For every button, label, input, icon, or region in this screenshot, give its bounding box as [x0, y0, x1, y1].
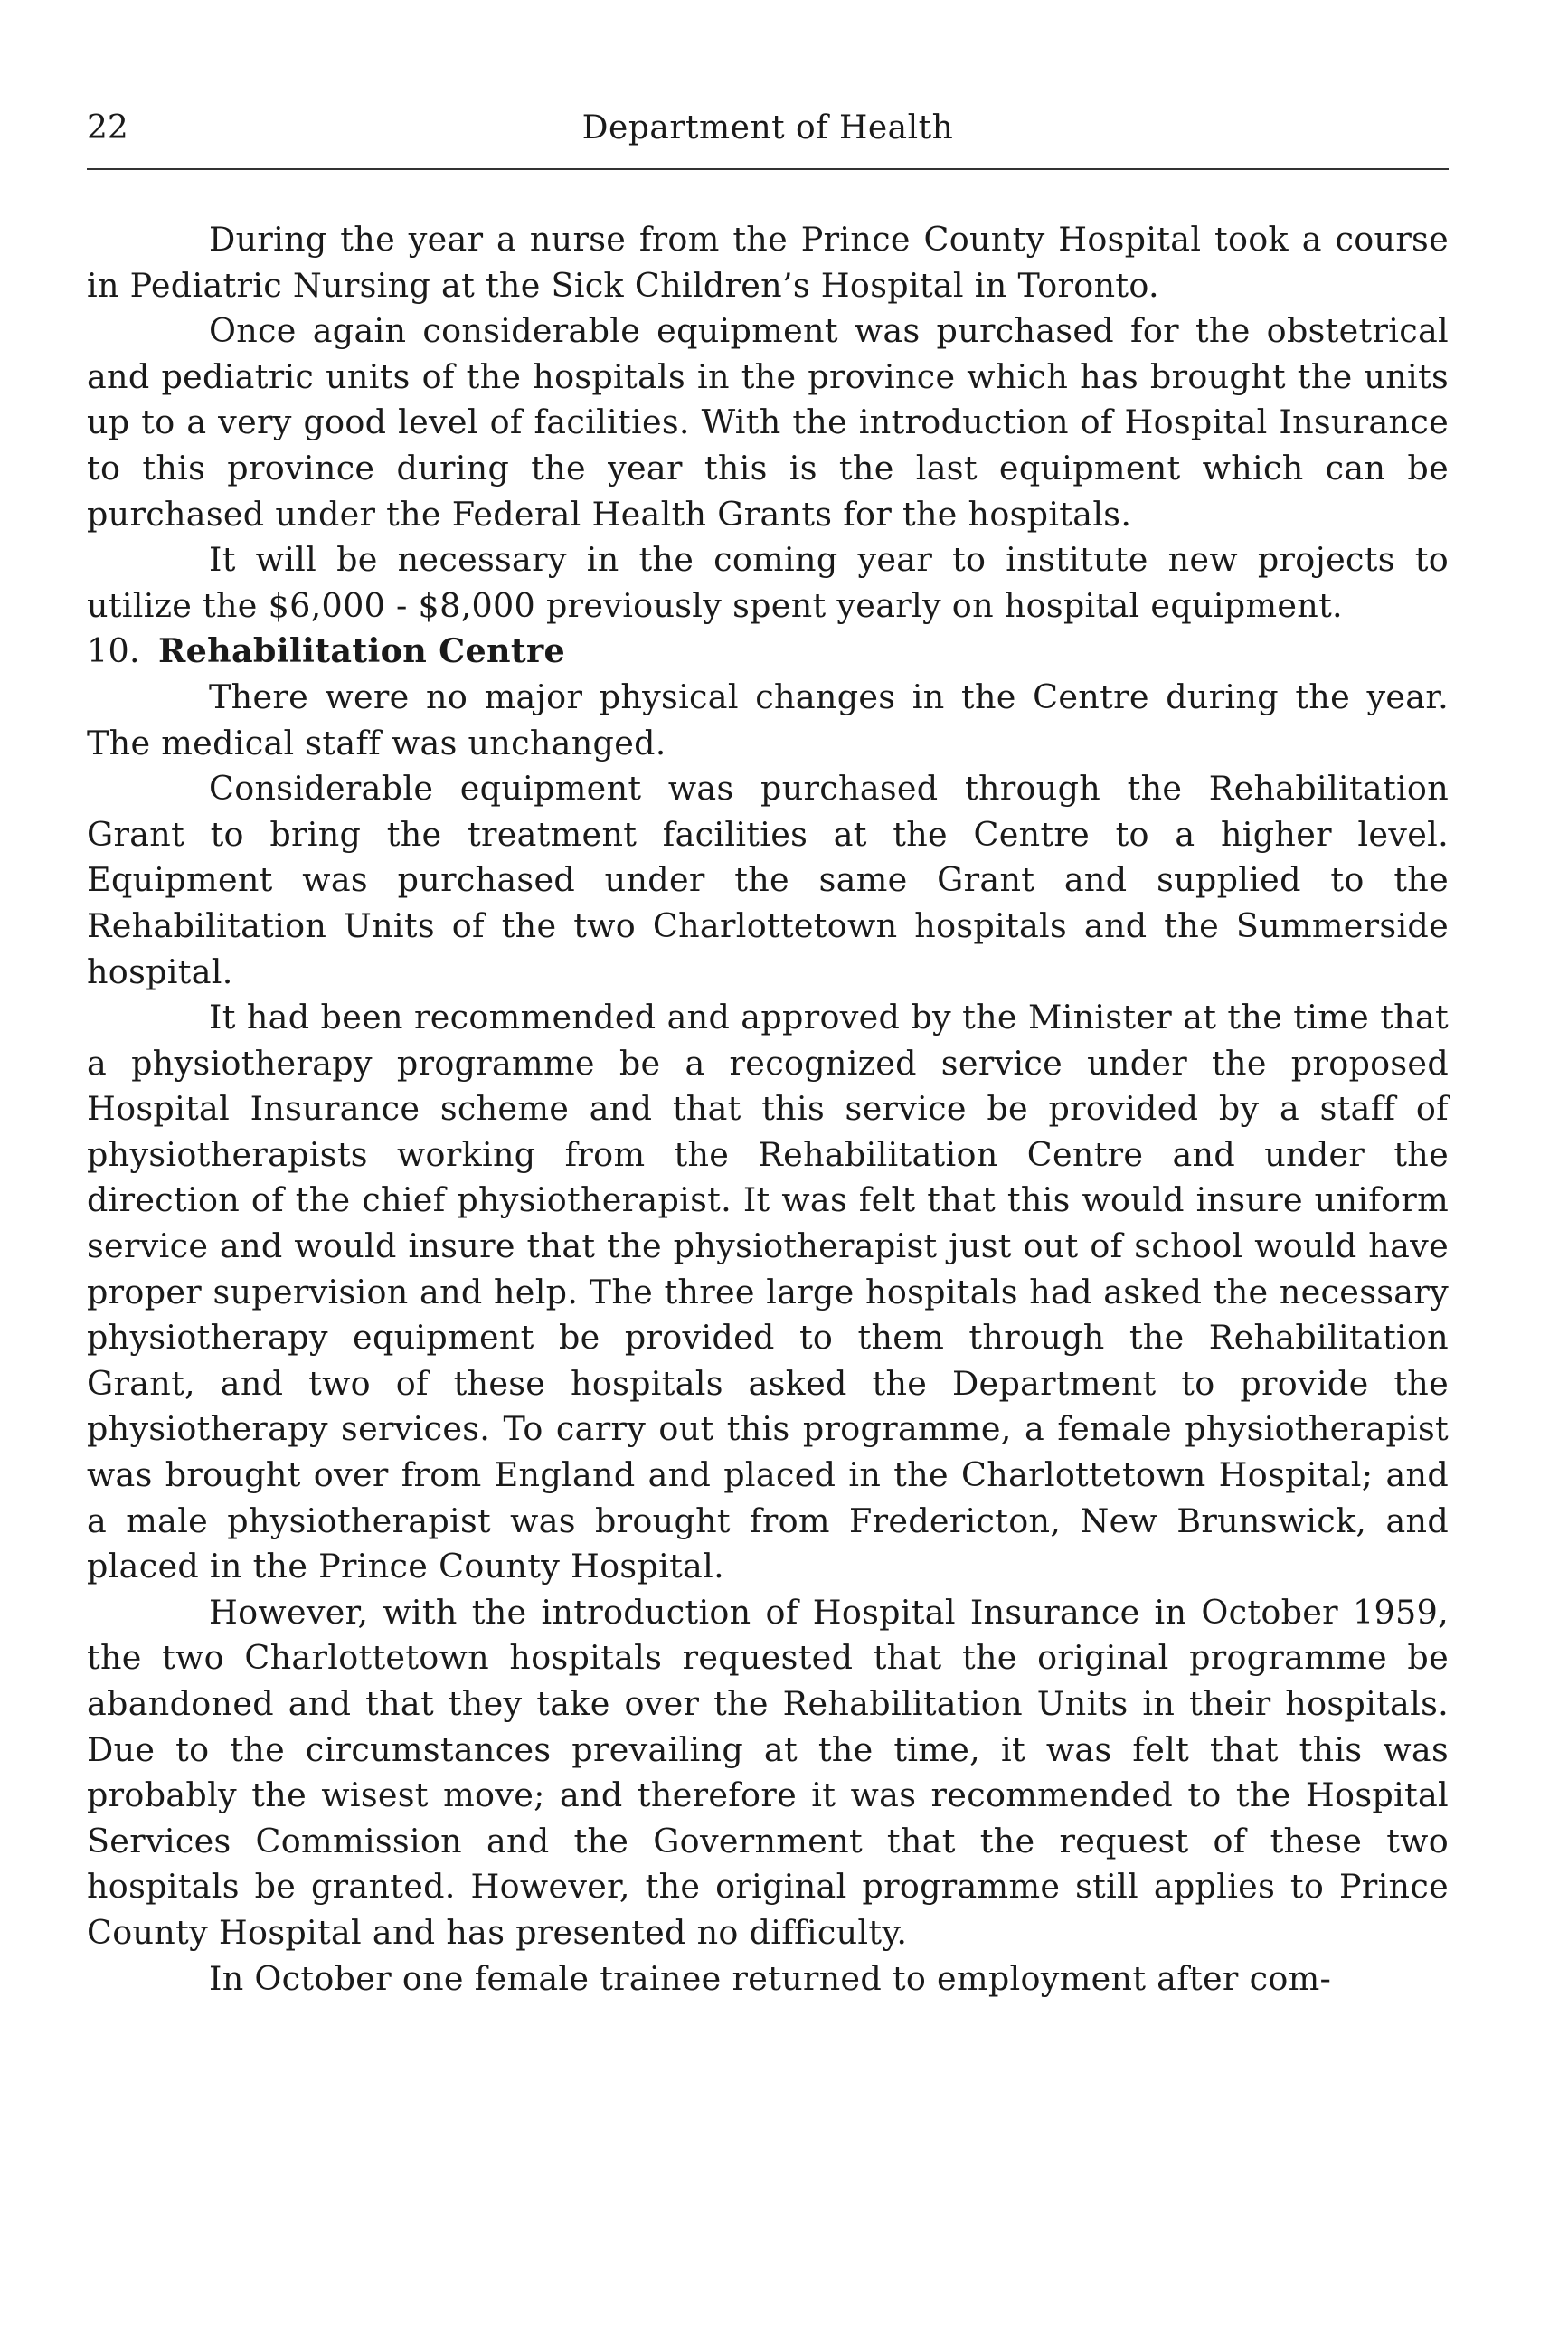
paragraph: It will be necessary in the coming year to institute new projects to utilize the $6,000 - $8,000 previously spent yearly on hospital equipment. — [87, 540, 1449, 625]
section-number: 10. — [87, 631, 140, 671]
section-title: Rehabilitation Centre — [157, 631, 566, 671]
paragraph: In October one female trainee returned to employment after com- — [209, 1958, 1332, 1998]
body-text — [87, 172, 1449, 2002]
page-number: 22 — [87, 109, 128, 147]
document-page — [87, 0, 1449, 2002]
section-heading — [87, 629, 1449, 675]
paragraph: However, with the introduction of Hospital Insurance in October 1959, the two Charlottetown hospitals requested that the original programme be abandoned and that they take over the Rehabilitation Units in their hospitals. Due to the circumstances prevailing at the time, it was felt that this was probably the wisest move; and therefore it was recommended to the Hospital Services Commission and the Government that the request of these two hospitals be granted. However, the original programme still applies to Prince County Hospital and has presented no difficulty. — [87, 1592, 1449, 1952]
paragraph: It had been recommended and approved by the Minister at the time that a physiotherapy programme be a recognized service under the proposed Hospital Insurance scheme and that this service be provided by a staff of physiotherapists working from the Rehabilitation Centre and under the direction of the chief physiotherapist. It was felt that this would insure uniform service and would insure that the physiotherapist just out of school would have proper supervision and help. The three large hospitals had asked the necessary physiotherapy equipment be provided to them through the Rehabilitation Grant, and two of these hospitals asked the Department to provide the physiotherapy services. To carry out this programme, a female physiotherapist was brought over from England and placed in the Charlottetown Hospital; and a male physiotherapist was brought from Fredericton, New Brunswick, and placed in the Prince County Hospital. — [87, 998, 1449, 1586]
paragraph: Once again considerable equipment was purchased for the obstetrical and pediatric units of the hospitals in the province which has brought the units up to a very good level of facilities. With the introduction of Hospital Insurance to this province during the year this is the last equipment which can be purchased under the Federal Health Grants for the hospitals. — [87, 311, 1449, 534]
page-header — [87, 0, 1449, 172]
paragraph: Considerable equipment was purchased through the Rehabilitation Grant to bring the treatment facilities at the Centre to a higher level. Equipment was purchased under the same Grant and supplied to the Rehabilitation Units of the two Charlottetown hospitals and the Summerside hospital. — [87, 769, 1449, 991]
paragraph: There were no major physical changes in the Centre during the year. The medical staff was unchanged. — [87, 677, 1449, 762]
paragraph: During the year a nurse from the Prince County Hospital took a course in Pediatric Nursing at the Sick Children’s Hospital in Toronto. — [87, 220, 1449, 305]
running-head: Department of Health — [581, 109, 954, 147]
header-rule — [87, 168, 1449, 170]
